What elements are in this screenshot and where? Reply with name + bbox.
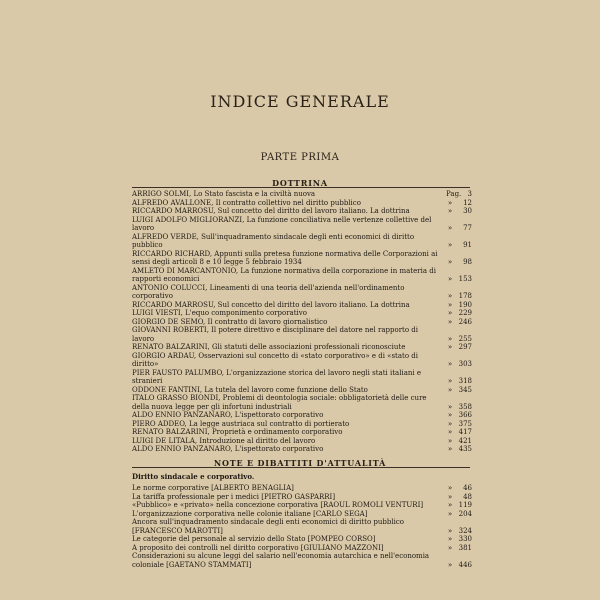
toc-entry-page: 77 [463,224,472,232]
toc-entry-marker: » [447,258,453,266]
toc-entry [132,326,472,343]
toc-entry-text: ALFREDO AVALLONE, Il contratto collettivo nel diritto pubblico [132,198,361,207]
toc-entry [132,369,472,386]
toc-entry-marker: » [447,275,453,283]
toc-entry-page: 330 [458,535,472,543]
toc-entry [132,216,472,233]
toc-entry-text: ALDO ENNIO PANZANARO, L'ispettorato corporativo [132,411,324,419]
toc-entry [132,535,472,544]
toc-entry-marker: » [447,501,453,509]
toc-entry-marker: » [447,198,453,207]
toc-entry-page: 345 [458,385,472,394]
toc-entry-text: RENATO BALZARINI, Proprietà e ordinamento corporativo [132,428,343,436]
toc-entry-page: 153 [458,275,472,283]
toc-entry-text: ALFREDO VERDE, Sull'inquadramento sindacale degli enti economici di diritto pubblico [132,232,415,249]
toc-entry [132,250,472,267]
toc-entry-marker: » [447,445,453,453]
toc-entry-page: 318 [458,377,472,385]
toc-entry [132,394,472,411]
toc-entry-marker: » [447,224,453,232]
toc-entry-text: GIORGIO ARDAU, Osservazioni sul concetto di «stato corporativo» e di «stato di diritto» [132,351,419,368]
toc-entry [132,420,472,429]
toc-entry [132,428,472,437]
section-title-dottrina: DOTTRINA [272,178,328,188]
toc-entry-marker: » [447,207,453,215]
toc-entry-page: 303 [458,360,472,368]
page-title: INDICE GENERALE [210,92,390,111]
toc-entry-page: 119 [458,501,472,509]
toc-entry-marker: » [447,492,453,501]
toc-entry-marker: » [447,560,453,569]
toc-entry [132,318,472,327]
toc-entry [132,445,472,454]
toc-entry-text: RICCARDO MARROSU, Sul concetto del diritto del lavoro italiano. La dottrina [132,300,410,309]
toc-entry-marker: » [447,377,453,385]
toc-entry [132,352,472,369]
toc-entry [132,284,472,301]
toc-entry-text: Le categorie del personale al servizio dello Stato [POMPEO CORSO] [132,535,376,543]
toc-entry-marker: » [447,292,453,300]
section-rule [132,187,470,188]
toc-entry-text: LUIGI ADOLFO MIGLIORANZI, La funzione conciliativa nelle vertenze collettive del lavoro [132,215,432,232]
toc-entry-page: 3 [467,190,472,198]
toc-entry-marker: » [447,436,453,445]
toc-entry-page: 190 [458,300,472,309]
toc-entry-marker: » [447,241,453,249]
toc-entry [132,484,472,493]
toc-entry-text: ALDO ENNIO PANZANARO, L'ispettorato corporativo [132,445,324,453]
toc-entry [132,309,472,318]
toc-entry [132,343,472,352]
note-list [132,484,472,569]
toc-entry-text: A proposito dei controlli nel diritto corporativo [GIULIANO MAZZONI] [132,543,384,552]
toc-entry-page: 255 [458,334,472,343]
toc-entry-marker: » [447,317,453,326]
toc-entry-text: RICCARDO RICHARD, Appunti sulla pretesa funzione normativa delle Corporazioni ai sensi degli articoli 8 e 10 legge 5 febbraio 1934 [132,249,438,266]
toc-entry-text: ANTONIO COLUCCI, Lineamenti di una teoria dell'azienda nell'ordinamento corporativo [132,283,405,300]
toc-entry-marker: » [447,428,453,436]
toc-entry-marker: » [447,543,453,552]
toc-entry [132,233,472,250]
toc-entry-text: LUIGI DE LITALA, Introduzione al diritto del lavoro [132,436,316,445]
toc-entry-page: 30 [463,207,472,215]
toc-entry-text: PIERO ADDEO, La legge austriaca sul contratto di portierato [132,419,350,428]
toc-entry-page: 446 [458,560,472,569]
toc-entry-marker: » [447,419,453,428]
toc-entry-page: 358 [458,402,472,411]
toc-entry-page: 375 [458,419,472,428]
toc-entry-page: 297 [458,343,472,351]
toc-entry-page: 46 [463,484,472,492]
toc-entry-text: Ancora sull'inquadramento sindacale degli enti economici di diritto pubblico [FRANCESCO MAROTTI] [132,518,404,535]
toc-entry-text: RENATO BALZARINI, Gli statuti delle associazioni professionali riconosciute [132,343,406,351]
toc-entry-marker: » [447,309,453,317]
toc-entry-page: 246 [458,317,472,326]
toc-entry-marker: » [447,411,453,419]
toc-entry-page: 91 [463,241,472,249]
toc-entry-marker: » [447,334,453,343]
toc-entry-page: 381 [458,543,472,552]
section-rule [132,467,470,468]
toc-entry-text: AMLETO DI MARCANTONIO, La funzione normativa della corporazione in materia di rapporti economici [132,266,436,283]
toc-entry-page: 204 [458,509,472,518]
toc-entry-page: 12 [463,198,472,207]
toc-entry-marker: » [447,509,453,518]
toc-entry-marker: » [447,535,453,543]
toc-entry [132,199,472,208]
toc-entry [132,552,472,569]
section-title-note: NOTE E DIBATTITI D'ATTUALITÀ [213,458,387,468]
toc-entry [132,207,472,216]
toc-entry [132,267,472,284]
toc-entry-page: 417 [458,428,472,436]
toc-entry-text: RICCARDO MARROSU, Sul concetto del diritto del lavoro italiano. La dottrina [132,207,410,215]
toc-entry [132,411,472,420]
toc-entry [132,493,472,502]
toc-entry-marker: » [447,385,453,394]
toc-entry [132,518,472,535]
toc-entry [132,386,472,395]
toc-entry [132,437,472,446]
toc-entry-text: «Pubblico» e «privato» nella concezione corporativa [RAOUL ROMOLI VENTURI] [132,501,424,509]
toc-entry [132,544,472,553]
toc-entry-page: 366 [458,411,472,419]
toc-entry-text: PIER FAUSTO PALUMBO, L'organizzazione storica del lavoro negli stati italiani e stranieri [132,368,421,385]
toc-entry-page: 48 [463,492,472,501]
toc-entry-text: ITALO GRASSO BIONDI, Problemi di deontologia sociale: obbligatorietà delle cure della nuova legge per gli infortuni industriali [132,394,427,411]
toc-entry-text: ARRIGO SOLMI, Lo Stato fascista e la civiltà nuova [132,190,316,198]
toc-entry-marker: » [447,360,453,368]
toc-entry-page: 229 [458,309,472,317]
toc-entry-page: 98 [463,258,472,266]
toc-entry-marker: » [447,526,453,535]
toc-entry-text: GIOVANNI ROBERTI, Il potere direttivo e disciplinare del datore nel rapporto di lavoro [132,326,419,343]
toc-entry [132,501,472,510]
section-subheading: Diritto sindacale e corporativo. [132,472,255,481]
toc-entry-page: 324 [458,526,472,535]
toc-entry-page: 421 [458,436,472,445]
toc-entry-marker: » [447,484,453,492]
toc-entry-text: L'organizzazione corporativa nelle colonie italiane [CARLO SEGA] [132,509,368,518]
toc-entry-marker: » [447,343,453,351]
toc-entry-text: ODDONE FANTINI, La tutela del lavoro come funzione dello Stato [132,385,368,394]
toc-entry-text: GIORGIO DE SEMO, Il contratto di lavoro giornalistico [132,317,328,326]
toc-entry-marker: » [447,402,453,411]
toc-entry [132,301,472,310]
toc-entry-text: Le norme corporative [ALBERTO BENAGLIA] [132,484,294,492]
toc-entry [132,510,472,519]
part-heading: PARTE PRIMA [260,152,340,163]
toc-entry-page: 435 [458,445,472,453]
toc-entry [132,190,472,199]
toc-entry-marker: Pag. [446,190,462,198]
toc-entry-text: La tariffa professionale per i medici [PIETRO GASPARRI] [132,492,336,501]
toc-entry-marker: » [447,300,453,309]
toc-entry-page: 178 [458,292,472,300]
dottrina-list [132,190,472,454]
toc-entry-text: Considerazioni su alcune leggi del salario nell'economia autarchica e nell'economia coloniale [GAETANO STAMMATI] [132,552,430,569]
toc-entry-text: LUIGI VIESTI, L'equo componimento corporativo [132,309,307,317]
